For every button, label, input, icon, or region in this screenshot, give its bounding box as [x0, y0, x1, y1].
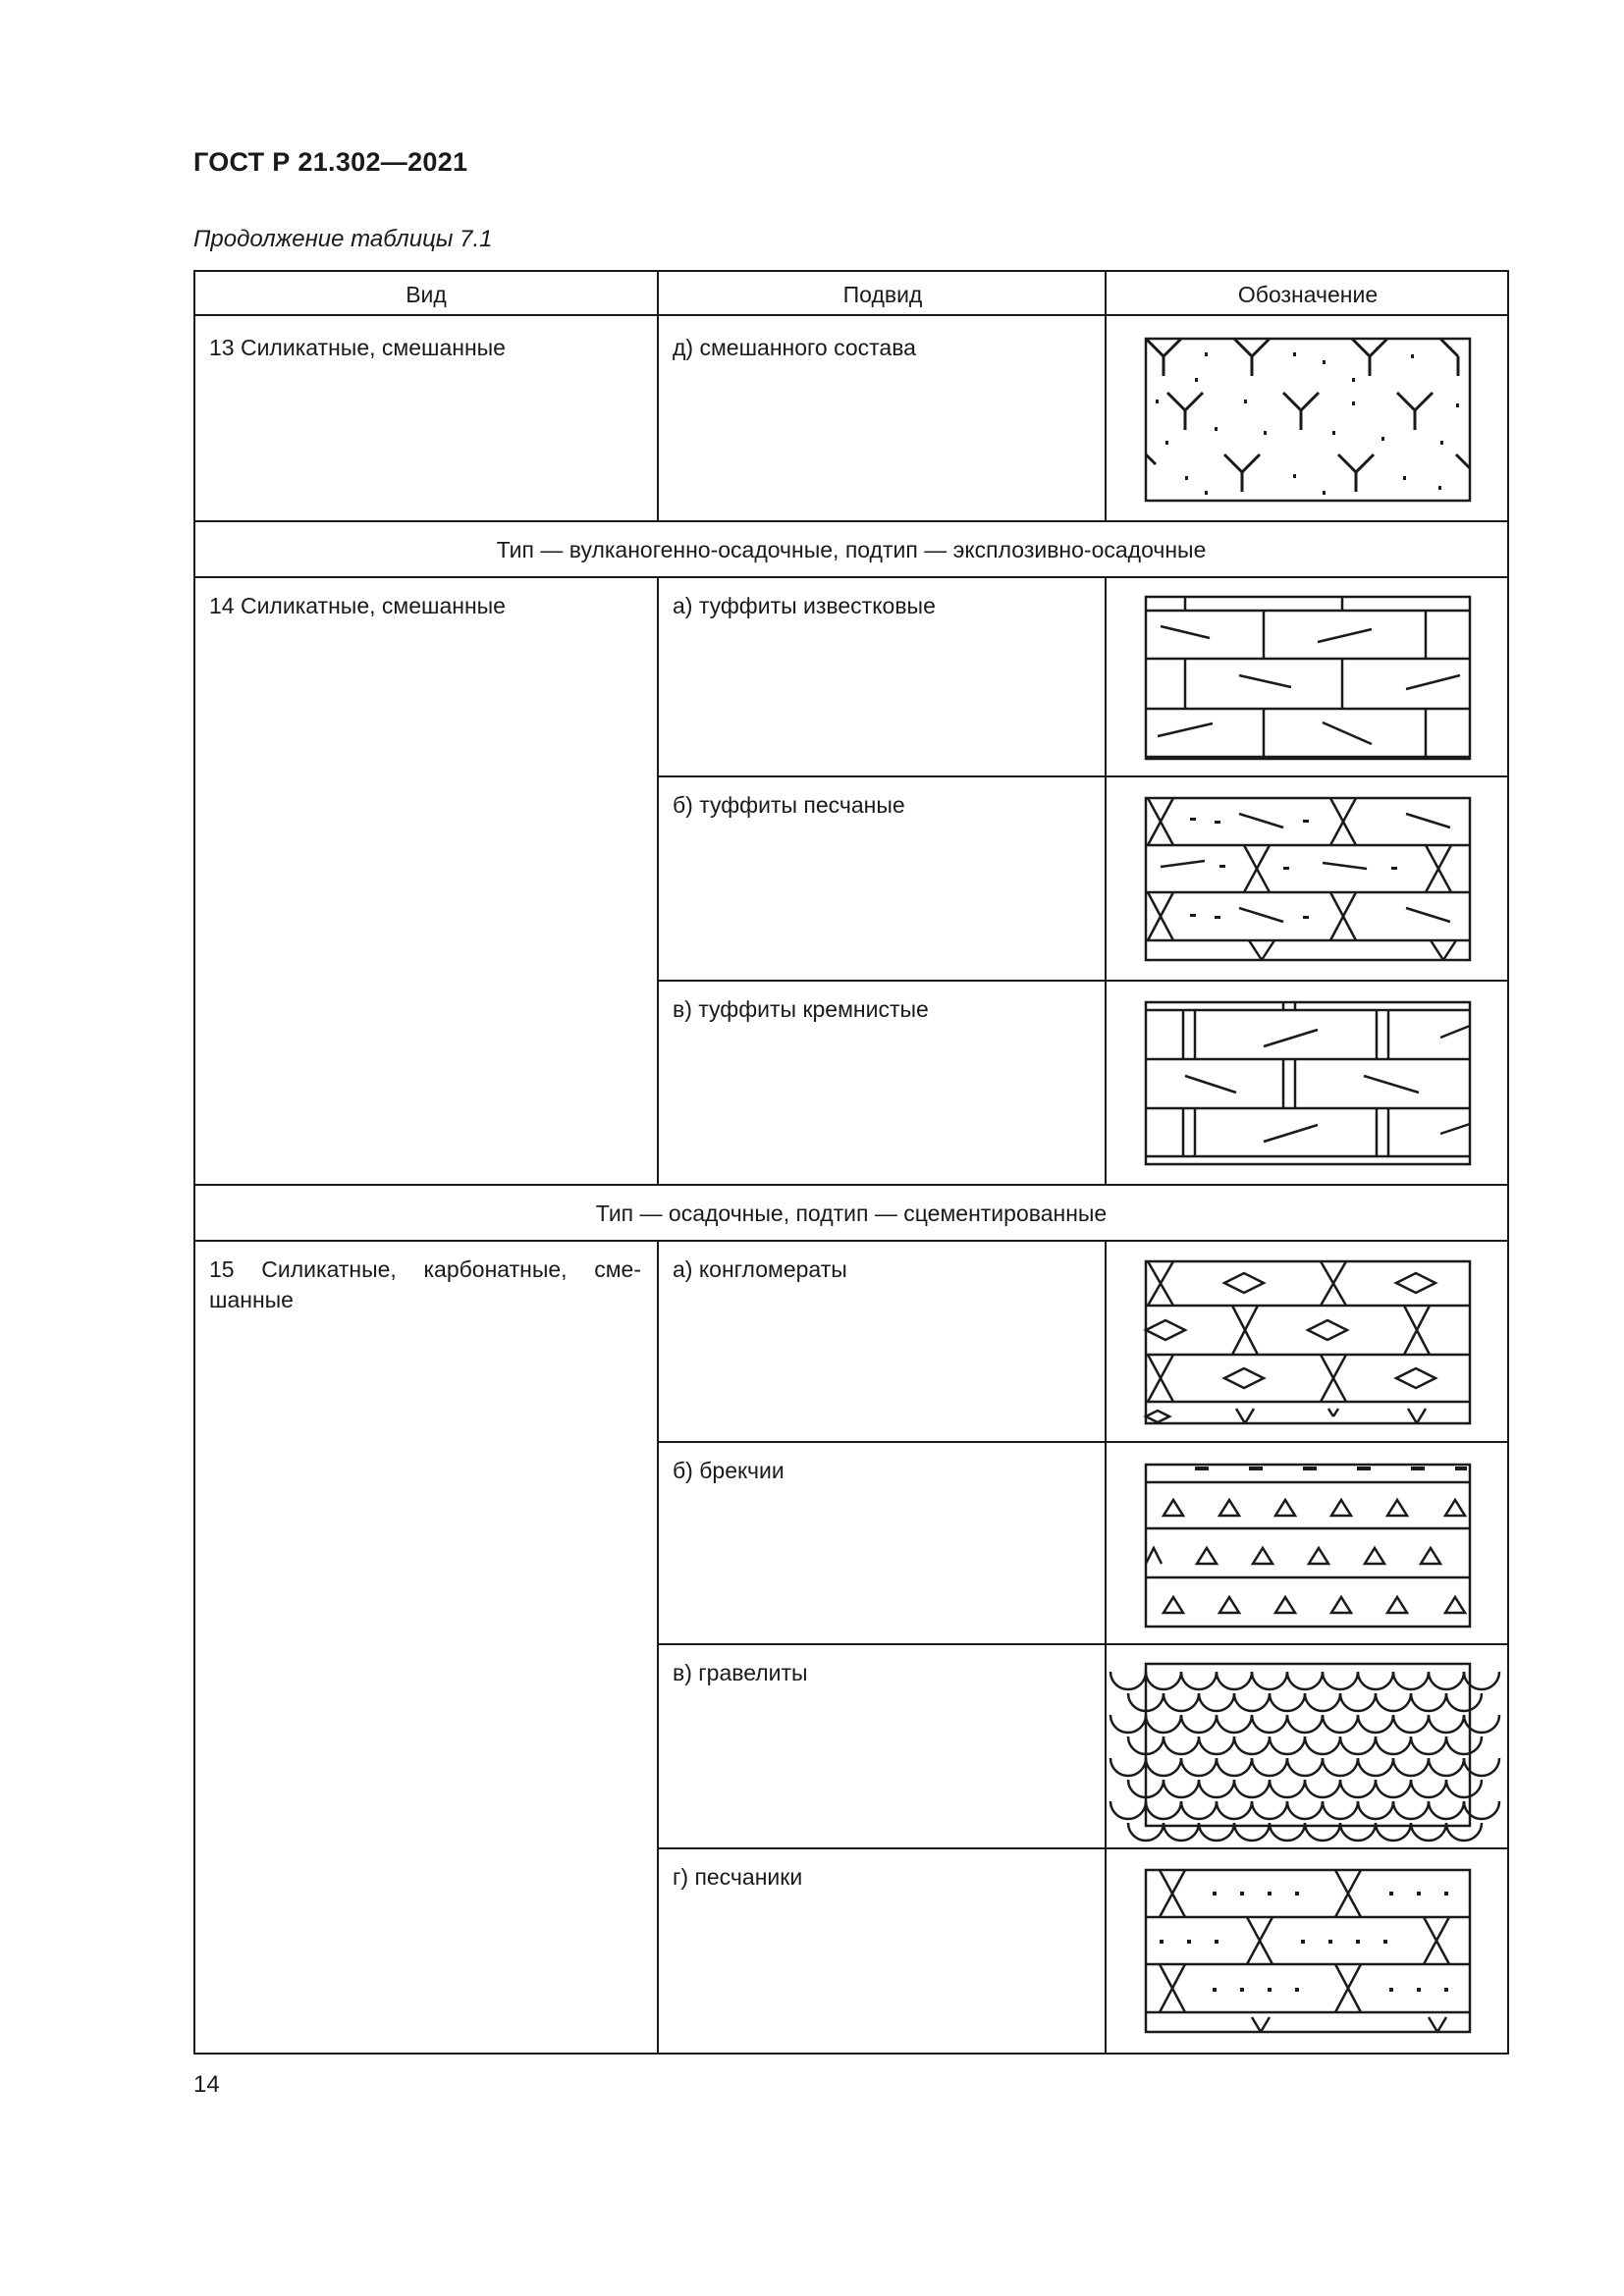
calcareous-tuffite-pattern: [1146, 597, 1470, 759]
subtype-cell: д) смешанного состава: [673, 335, 916, 360]
subtype-cell: б) брекчии: [673, 1458, 785, 1483]
page-number: 14: [193, 2071, 220, 2098]
column-header-podvid: Подвид: [842, 282, 923, 307]
sandstone-pattern: [1146, 1870, 1470, 2032]
vid-cell-14: 14 Силикатные, смешанные: [209, 593, 506, 618]
vid-cell-13: 13 Силикатные, смешанные: [209, 335, 506, 360]
row-rule: [657, 1441, 1509, 1443]
table-border-top: [193, 270, 1509, 272]
row-rule: [193, 520, 1509, 522]
vid-cell-15: 15 Силикатные, карбонатные, сме-шанные: [209, 1256, 641, 1312]
type-span-row: Тип — вулканогенно-осадочные, подтип — эксплозивно-осадочные: [496, 537, 1207, 562]
subtype-cell: а) туффиты известковые: [673, 593, 936, 618]
row-rule: [193, 1184, 1509, 1186]
conglomerate-pattern: [1146, 1261, 1470, 1423]
column-header-vid: Вид: [406, 282, 447, 307]
subtype-cell: в) туффиты кремнистые: [673, 996, 929, 1022]
siliceous-tuffite-pattern: [1146, 1002, 1470, 1164]
table-border-bottom: [193, 2053, 1509, 2055]
column-header-designation: Обозначение: [1237, 282, 1379, 307]
header-rule: [193, 314, 1509, 316]
column-rule: [657, 1240, 659, 2055]
breccia-pattern: [1146, 1465, 1470, 1627]
row-rule: [193, 576, 1509, 578]
subtype-cell: а) конгломераты: [673, 1256, 847, 1282]
column-rule: [657, 576, 659, 1186]
gravelite-pattern: [1146, 1664, 1470, 1826]
row-rule: [657, 775, 1509, 777]
row-rule: [657, 980, 1509, 982]
row-rule: [193, 1240, 1509, 1242]
type-span-row: Тип — осадочные, подтип — сцементированные: [595, 1201, 1108, 1226]
document-header: ГОСТ Р 21.302—2021: [193, 147, 468, 177]
table-caption: Продолжение таблицы 7.1: [193, 226, 493, 252]
legend-table: [193, 270, 1509, 2055]
subtype-cell: б) туффиты песчаные: [673, 792, 905, 818]
subtype-cell: в) гравелиты: [673, 1660, 808, 1685]
subtype-cell: г) песчаники: [673, 1864, 803, 1890]
column-rule: [1105, 576, 1107, 1186]
mixed-composition-pattern: [1146, 339, 1470, 501]
column-rule: [1105, 1240, 1107, 2055]
sandy-tuffite-pattern: [1146, 798, 1470, 960]
row-rule: [657, 1643, 1509, 1645]
row-rule: [657, 1847, 1509, 1849]
